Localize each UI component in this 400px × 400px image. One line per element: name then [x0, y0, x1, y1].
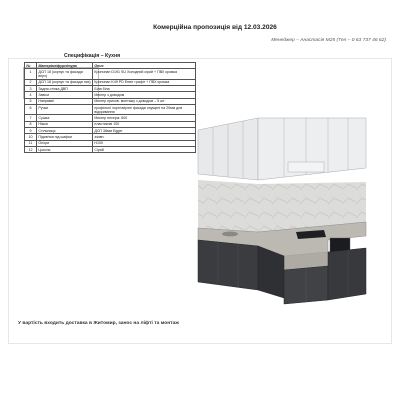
row-number: 12 — [25, 147, 37, 153]
table-row — [25, 105, 196, 115]
row-number: 4 — [25, 92, 37, 98]
row-material: Цоколь — [37, 147, 93, 153]
row-description: ДСП 38мм Egger — [93, 128, 196, 134]
manager-contact: Менеджер – Анастасія М25 (Тел – 0 63 737 46 62) — [271, 38, 386, 43]
table-row — [25, 69, 196, 79]
row-material: Стільниця — [37, 128, 93, 134]
col-number: № — [25, 63, 37, 69]
sink — [222, 232, 238, 237]
row-material: Підсвітка під шафки — [37, 134, 93, 140]
row-description: Кронопан D191 SU Холодний сірий + ПВХ кромка — [93, 69, 196, 79]
row-description: профільні чорні верхні фасади опущені на 20мм для відкривання — [93, 105, 196, 115]
row-number: 1 — [25, 69, 37, 79]
row-material: Напрямні — [37, 98, 93, 104]
row-description: Мюлер з доводом — [93, 92, 196, 98]
spec-table — [24, 62, 196, 153]
table-row — [25, 147, 196, 153]
row-material: Сушка — [37, 115, 93, 121]
row-description: пластикові 100 — [93, 121, 196, 127]
kitchen-render — [188, 110, 388, 310]
row-material: Ручки — [37, 105, 93, 115]
row-description: ззовн. — [93, 134, 196, 140]
row-number: 9 — [25, 128, 37, 134]
footer-note: У вартість входить доставка в Житомир, занос на ліфті та монтаж — [18, 321, 179, 326]
col-description: Опис — [93, 63, 196, 69]
row-description: Н100 — [93, 140, 196, 146]
row-number: 6 — [25, 105, 37, 115]
row-description: Біла біла — [93, 86, 196, 92]
row-number: 5 — [25, 98, 37, 104]
col-material: Матеріал/фурнітура — [37, 63, 93, 69]
row-description: Мюлер прихов. монтажу з доводом – 5 шт — [93, 98, 196, 104]
row-material: ДСП 18 (корпус та фасади низ) — [38, 80, 91, 85]
row-number: 10 — [25, 134, 37, 140]
row-description: Сірий — [93, 147, 196, 153]
row-material: Задня стінка ДВП — [37, 86, 93, 92]
row-material: Ніжки — [37, 121, 93, 127]
spec-title: Специфікація – Кухня — [64, 53, 121, 59]
lower-cabinets-left — [198, 240, 258, 290]
row-number: 7 — [25, 115, 37, 121]
page-title: Комерційна пропозиція від 12.03.2026 — [153, 24, 277, 31]
row-number: 3 — [25, 86, 37, 92]
row-material: ДСП 18 (корпус та фасади верх) — [37, 69, 93, 79]
row-description: Мюлер несерж. 600 — [93, 115, 196, 121]
row-number: 8 — [25, 121, 37, 127]
row-number: 2 — [25, 79, 37, 85]
row-description: Кронопан K49 PD Енвіт графіт + ПВХ кромка — [93, 79, 196, 85]
row-material: Опори — [37, 140, 93, 146]
row-number: 11 — [25, 140, 37, 146]
row-material: Завіси — [37, 92, 93, 98]
